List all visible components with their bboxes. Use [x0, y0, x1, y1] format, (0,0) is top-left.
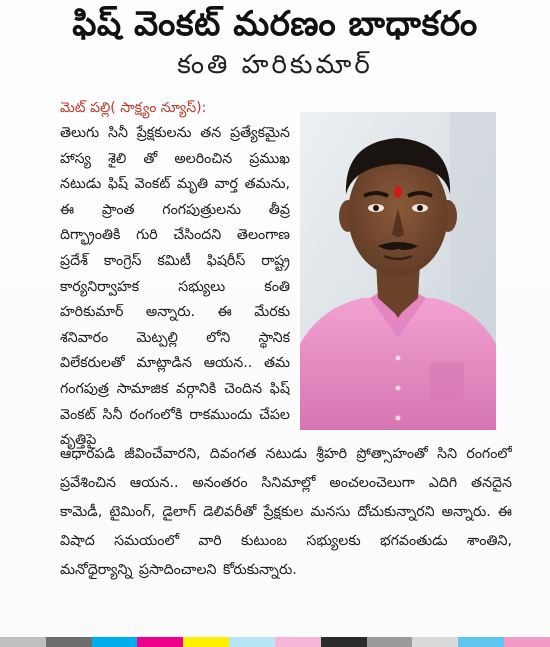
portrait-photo — [300, 112, 496, 430]
print-color-swatch — [458, 637, 504, 647]
print-color-swatch — [504, 637, 550, 647]
portrait-image — [300, 112, 496, 430]
byline: కంతి హరికుమార్ — [177, 50, 373, 80]
print-color-swatch — [183, 637, 229, 647]
print-color-swatch — [137, 637, 183, 647]
headline: ఫిష్ వెంకట్ మరణం బాధాకరం — [72, 4, 478, 44]
article-body-top: తెలుగు సినీ ప్రేక్షకులను తన ప్రత్యేకమైన హాస్య శైలి తో అలరించిన ప్రముఖ నటుడు ఫిష్ వెంకట్ మృతి వార్త తమను, ఈ ప్రాంత గంగపుత్రులను తీవ్ర దిగ్భ్రాంతికి గురి చేసిందని తెలంగాణ ప్రదేశ్ కాంగ్రెస్ కమిటీ ఫిషరీస్ రాష్ట్ర కార్యనిర్వాహక సభ్యులు కంతి హరికుమార్ అన్నారు. ఈ మేరకు శనివారం మెట్పల్లి లోని స్థానిక విలేకరులతో మాట్లాడిన ఆయన.. తమ గంగపుత్ర సామాజిక వర్గానికి చెందిన ఫిష్ వెంకట్ సినీ రంగంలోకి రాకముందు చేపల వృత్తిపై — [60, 125, 290, 449]
print-color-swatch — [46, 637, 92, 647]
print-color-swatch — [275, 637, 321, 647]
print-color-bar — [0, 637, 550, 647]
dateline: మెట్ పల్లి( సాక్ష్యం న్యూస్): — [60, 100, 207, 116]
print-color-swatch — [367, 637, 413, 647]
print-color-swatch — [0, 637, 46, 647]
print-color-swatch — [92, 637, 138, 647]
print-color-swatch — [229, 637, 275, 647]
print-color-swatch — [321, 637, 367, 647]
article-body-bottom: ఆధారపడి జీవించేవారని, దివంగత నటుడు శ్రీహరి ప్రోత్సాహంతో సిని రంగంలో ప్రవేశించిన ఆయన.. అనంతరం సినిమాల్లో అంచలంచెలుగా ఎదిగి తనదైన కామెడీ, టైమింగ్, డైలాగ్ డెలివరీతో ప్రేక్షకుల మనసు దోచుకున్నారని అన్నారు. ఈ విషాద సమయంలో వారి కుటుంబ సభ్యులకు భగవంతుడు శాంతిని, మనోధైర్యాన్ని ప్రసాదించాలని కోరుకున్నారు. — [60, 446, 512, 578]
print-color-swatch — [412, 637, 458, 647]
